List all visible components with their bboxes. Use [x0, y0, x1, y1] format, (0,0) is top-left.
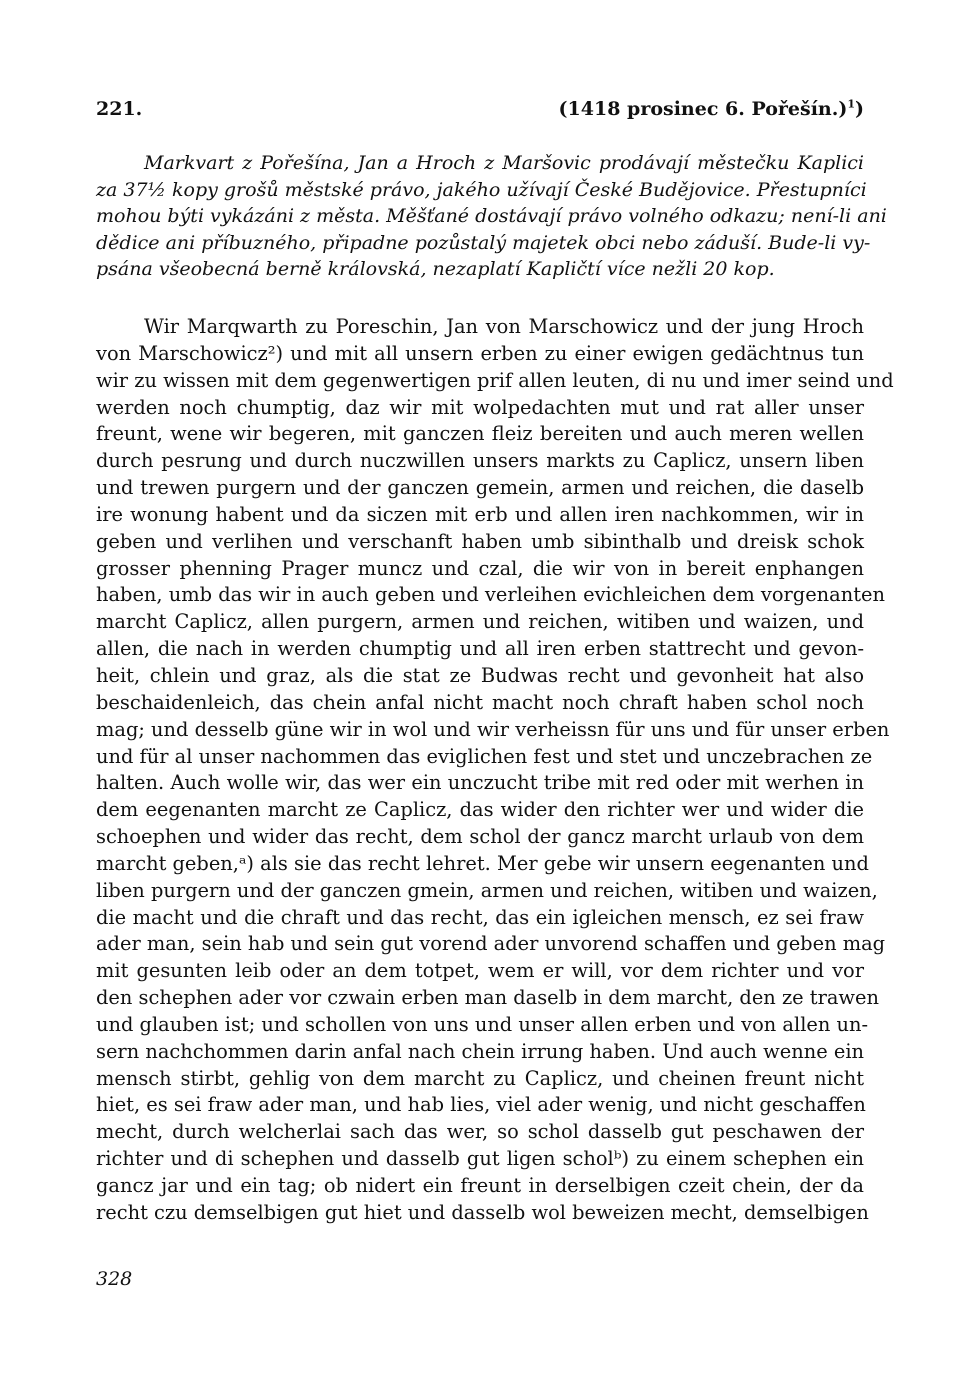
text-line: marcht Caplicz, allen purgern, armen und reichen, witiben und waizen, und: [96, 610, 864, 634]
text-line: Wir Marqwarth zu Poreschin, Jan von Marschowicz und der jung Hroch: [144, 315, 864, 338]
summary-line: dědice ani příbuzného, připadne pozůstalý majetek obci nebo záduší. Bude-li vy-: [96, 231, 871, 254]
text-line: recht czu demselbigen gut hiet und dasselb wol beweizen mecht, demselbigen: [96, 1200, 869, 1224]
text-line: liben purgern und der ganczen gmein, armen und reichen, witiben und waizen,: [96, 878, 878, 902]
text-line: freunt, wene wir begeren, mit ganczen fleiz bereiten und auch meren wellen: [96, 422, 864, 446]
text-line: beschaidenleich, das chein anfal nicht macht noch chraft haben schol noch: [96, 690, 864, 714]
text-line: werden noch chumptig, daz wir mit wolpedachten mut und rat aller unser: [96, 395, 864, 419]
text-line: den schephen ader vor czwain erben man daselb in dem marcht, den ze trawen: [96, 986, 879, 1010]
text-line: und für al unser nachommen das eviglichen fest und stet und unczebrachen ze: [96, 744, 873, 768]
summary-line: psána všeobecná berně královská, nezaplatí Kapličtí více nežli 20 kop.: [96, 258, 775, 280]
text-line: grosser phenning Prager muncz und czal, die wir von in bereit enphangen: [96, 556, 864, 580]
summary-line: mohou býti vykázáni z města. Měšťané dostávají právo volného odkazu; není-li ani: [96, 205, 887, 227]
summary-line: Markvart z Pořešína, Jan a Hroch z Maršovic prodávají městečku Kaplici: [144, 152, 864, 174]
text-line: dem eegenanten marcht ze Caplicz, das wider den richter wer und wider die: [96, 798, 864, 822]
text-line: mag; und desselb güne wir in wol und wir verheissn für uns und für unser erben: [96, 717, 890, 741]
text-line: wir zu wissen mit dem gegenwertigen prif allen leuten, di nu und imer seind und: [96, 368, 894, 392]
text-line: die macht und die chraft und das recht, das ein igleichen mensch, ez sei fraw: [96, 905, 864, 929]
text-line: sern nachchommen darin anfal nach chein irrung haben. Und auch wenne ein: [96, 1039, 865, 1063]
document-header: [96, 98, 864, 128]
text-line: marcht geben,ᵃ) als sie das recht lehret. Mer gebe wir unsern eegenanten und: [96, 851, 869, 875]
czech-regest-summary: [96, 150, 887, 283]
text-line: haben, umb das wir in auch geben und verleihen evichleichen dem vorgenanten: [96, 583, 885, 607]
text-line: heit, chlein und graz, als die stat ze Budwas recht und gevonheit hat also: [96, 663, 864, 687]
text-line: schoephen und wider das recht, dem schol der gancz marcht urlaub von dem: [96, 825, 864, 849]
text-line: gancz jar und ein tag; ob nidert ein freunt in derselbigen czeit chein, der da: [96, 1174, 864, 1197]
text-line: mecht, durch welcherlai sach das wer, so schol dasselb gut peschawen der: [96, 1120, 864, 1144]
text-line: durch pesrung und durch nuczwillen unsers markts zu Caplicz, unsern liben: [96, 449, 864, 473]
text-line: ader man, sein hab und sein gut vorend ader unvorend schaffen und geben mag: [96, 932, 886, 956]
text-line: halten. Auch wolle wir, das wer ein unczucht tribe mit red oder mit werhen in: [96, 771, 864, 795]
date-place-close: ): [855, 98, 864, 120]
text-line: und glauben ist; und schollen von uns und unser allen erben und von allen un-: [96, 1012, 869, 1036]
text-line: mit gesunten leib oder an dem totpet, wem er will, vor dem richter und vor: [96, 959, 864, 983]
text-line: allen, die nach in werden chumptig und all iren erben stattrecht und gevon-: [96, 637, 864, 661]
date-place-text: (1418 prosinec 6. Pořešín.): [558, 98, 848, 120]
summary-line: za 37½ kopy grošů městské právo, jakého užívají České Budějovice. Přestupníci: [96, 178, 867, 201]
text-line: richter und di schephen und dasselb gut ligen scholᵇ) zu einem schephen ein: [96, 1147, 864, 1171]
document-number: 221.: [96, 98, 143, 120]
text-line: geben und verlihen und verschanft haben umb sibinthalb und dreisk schok: [96, 529, 864, 553]
german-charter-text: [96, 314, 894, 1227]
text-line: hiet, es sei fraw ader man, und hab lies, viel ader wenig, und nicht geschaffen: [96, 1093, 866, 1117]
footnote-ref-1: 1: [847, 97, 855, 111]
document-date-place: [559, 98, 864, 120]
text-line: und trewen purgern und der ganczen gemein, armen und reichen, die daselb: [96, 476, 864, 500]
text-line: mensch stirbt, gehlig von dem marcht zu Caplicz, und cheinen freunt nicht: [96, 1066, 864, 1090]
text-line: von Marschowicz²) und mit all unsern erben zu einer ewigen gedächtnus tun: [96, 341, 864, 365]
page-number: 328: [96, 1268, 133, 1290]
text-line: ire wonung habent und da siczen mit erb und allen iren nachkommen, wir in: [96, 502, 864, 526]
